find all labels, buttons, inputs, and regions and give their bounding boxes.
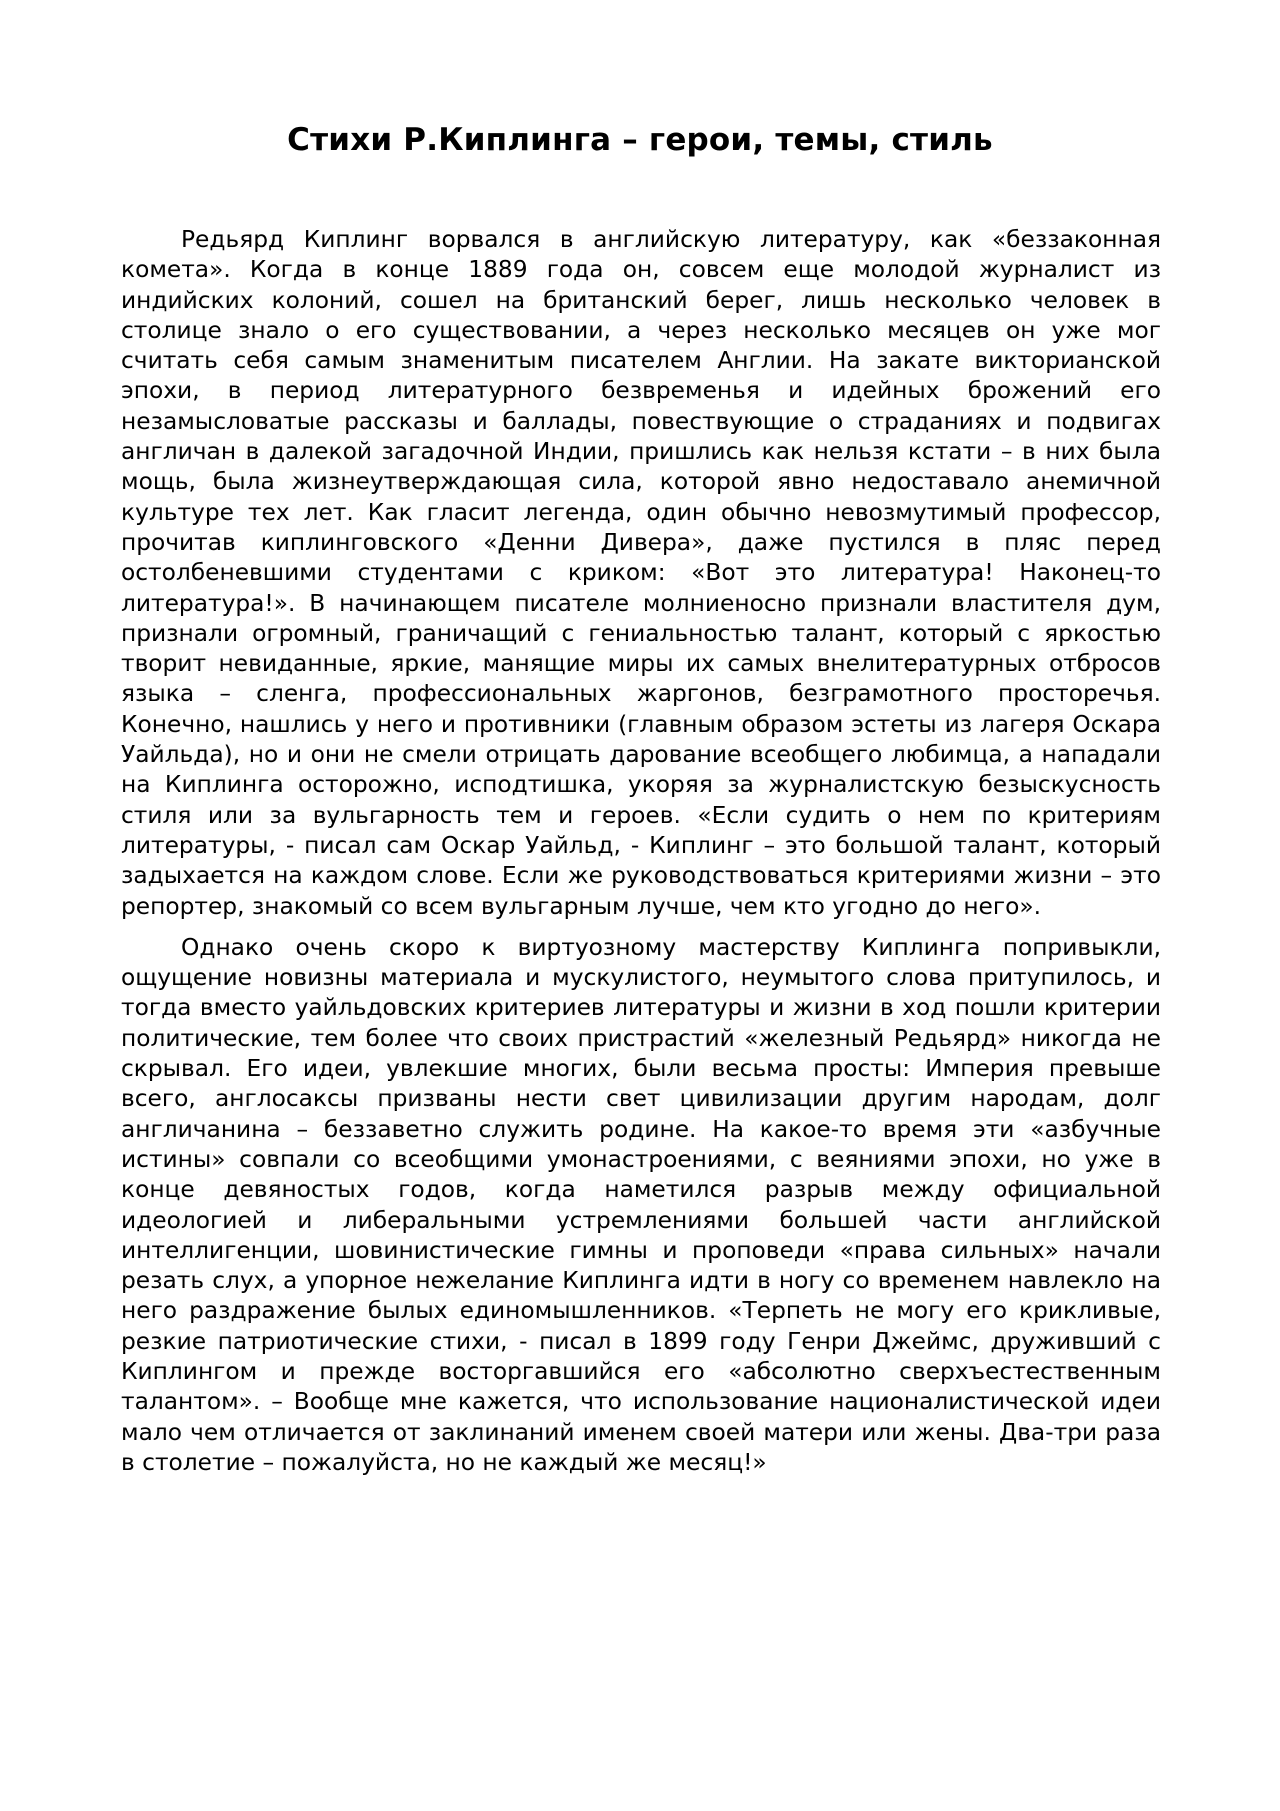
- paragraph-2: Однако очень скоро к виртуозному мастерству Киплинга попривыкли, ощущение новизны материала и мускулистого, неумытого слова притупилось, и тогда вместо уайльдовских критериев литературы и жизни в ход пошли критерии политические, тем более что своих пристрастий «железный Редьярд» никогда не скрывал. Его идеи, увлекшие многих, были весьма просты: Империя превыше всего, англосаксы призваны нести свет цивилизации другим народам, долг англичанина – беззаветно служить родине. На какое-то время эти «азбучные истины» совпали со всеобщими умонастроениями, с веяниями эпохи, но уже в конце девяностых годов, когда наметился разрыв между официальной идеологией и либеральными устремлениями большей части английской интеллигенции, шовинистические гимны и проповеди «права сильных» начали резать слух, а упорное нежелание Киплинга идти в ногу со временем навлекло на него раздражение былых единомышленников. «Терпеть не могу его крикливые, резкие патриотические стихи, - писал в 1899 году Генри Джеймс, друживший с Киплингом и прежде восторгавшийся его «абсолютно сверхъестественным талантом». – Вообще мне кажется, что использование националистической идеи мало чем отличается от заклинаний именем своей матери или жены. Два-три раза в столетие – пожалуйста, но не каждый же месяц!»: [121, 933, 1161, 1476]
- document-title: Стихи Р.Киплинга – герои, темы, стиль: [287, 122, 993, 158]
- paragraph-1: Редьярд Киплинг ворвался в английскую литературу, как «беззаконная комета». Когда в конце 1889 года он, совсем еще молодой журналист из индийских колоний, сошел на британский берег, лишь несколько человек в столице знало о его существовании, а через несколько месяцев он уже мог считать себя самым знаменитым писателем Англии. На закате викторианской эпохи, в период литературного безвременья и идейных брожений его незамысловатые рассказы и баллады, повествующие о страданиях и подвигах англичан в далекой загадочной Индии, пришлись как нельзя кстати – в них была мощь, была жизнеутверждающая сила, которой явно недоставало анемичной культуре тех лет. Как гласит легенда, один обычно невозмутимый профессор, прочитав киплинговского «Денни Дивера», даже пустился в пляс перед остолбеневшими студентами с криком: «Вот это литература! Наконец-то литература!». В начинающем писателе молниеносно признали властителя дум, признали огромный, граничащий с гениальностью талант, который с яркостью творит невиданные, яркие, манящие миры их самых внелитературных отбросов языка – сленга, профессиональных жаргонов, безграмотного просторечья. Конечно, нашлись у него и противники (главным образом эстеты из лагеря Оскара Уайльда), но и они не смели отрицать дарование всеобщего любимца, а нападали на Киплинга осторожно, исподтишка, укоряя за журналистскую безыскусность стиля или за вульгарность тем и героев. «Если судить о нем по критериям литературы, - писал сам Оскар Уайльд, - Киплинг – это большой талант, который задыхается на каждом слове. Если же руководствоваться критериями жизни – это репортер, знакомый со всем вульгарным лучше, чем кто угодно до него».: [121, 226, 1161, 920]
- document-body: [121, 225, 1161, 1478]
